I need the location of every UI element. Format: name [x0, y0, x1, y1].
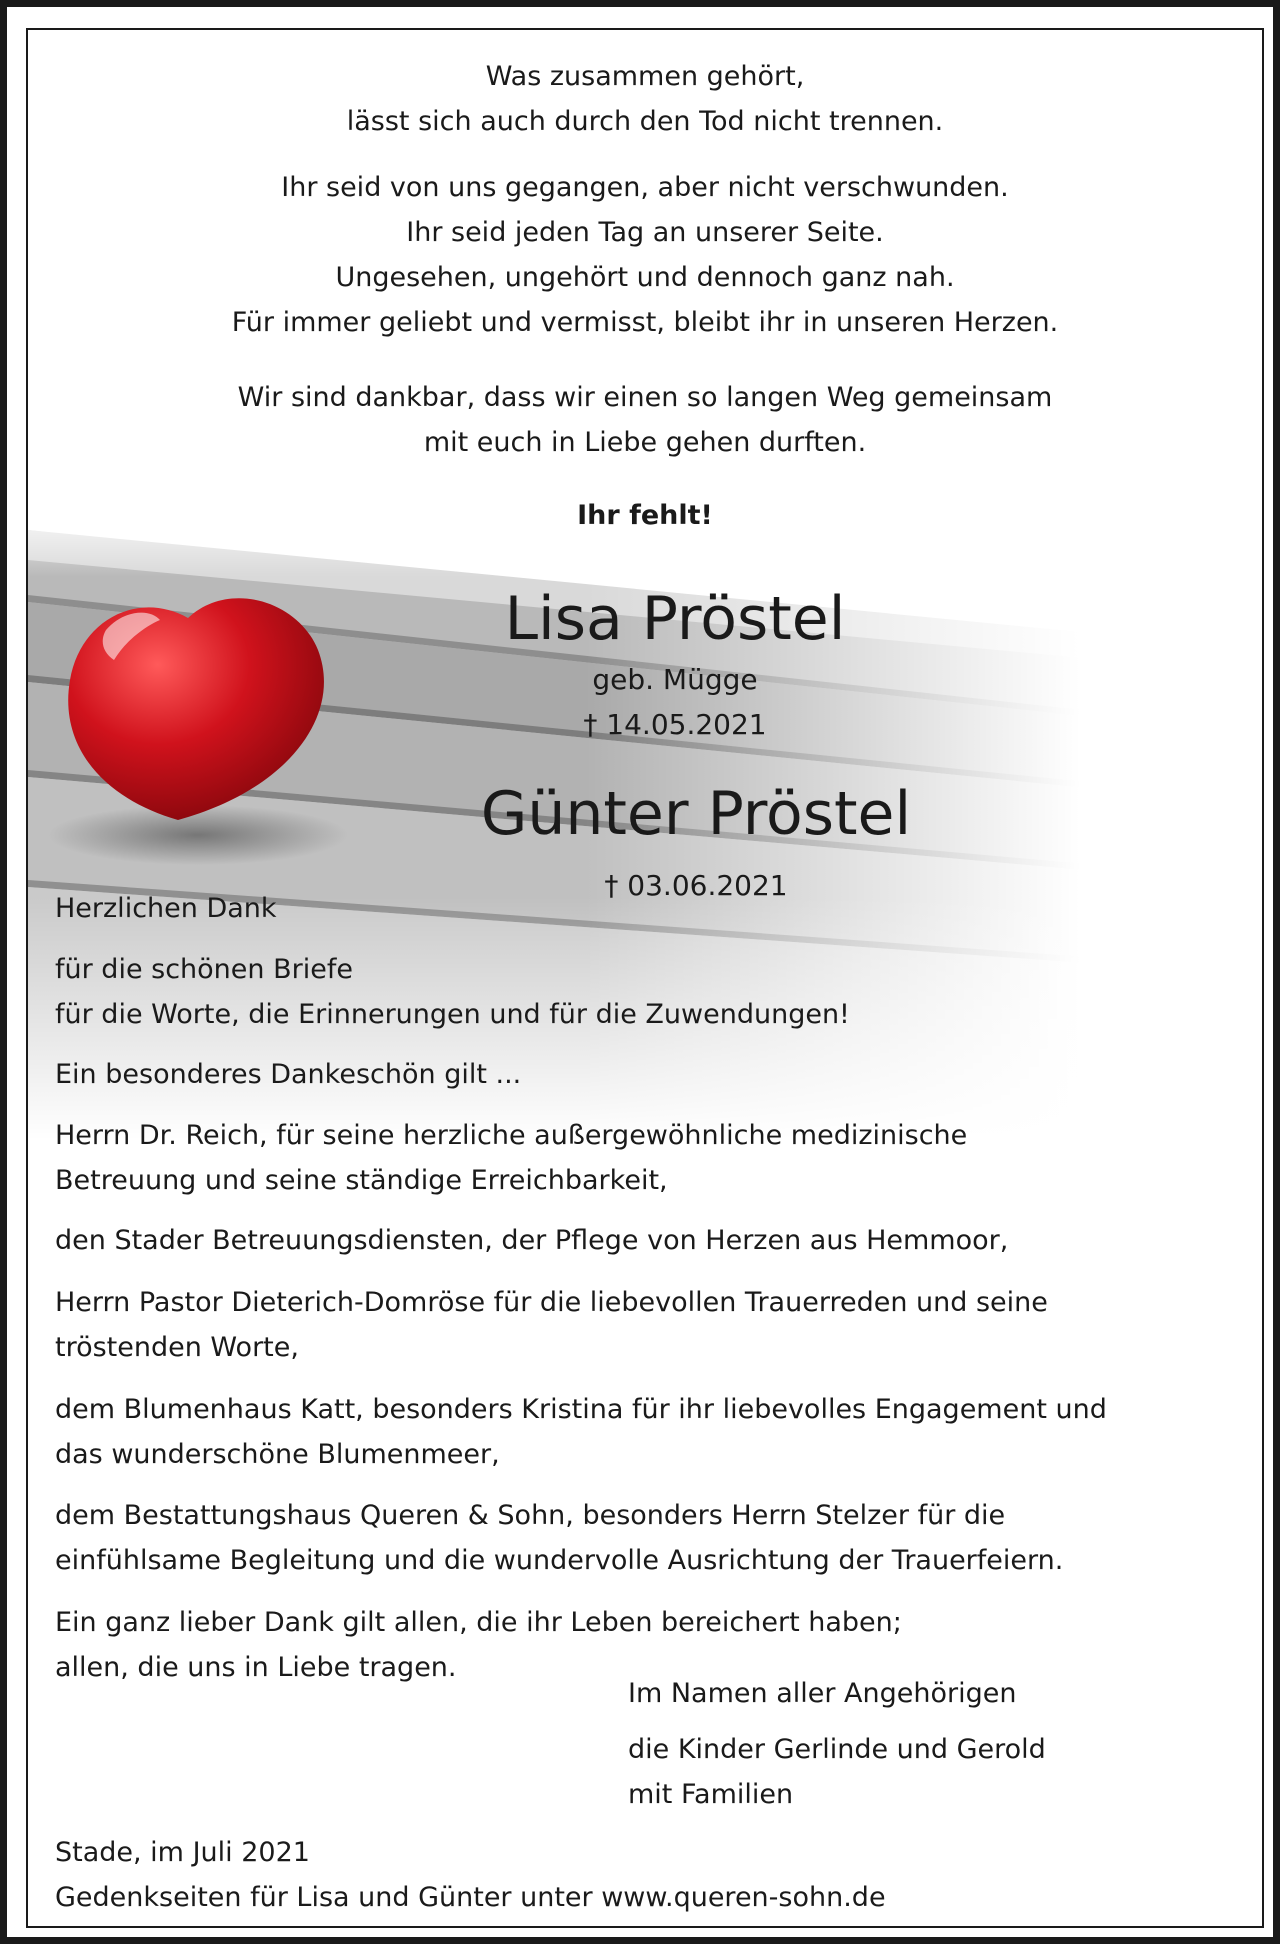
thanks-line: einfühlsame Begleitung und die wundervolle Ausrichtung der Trauerfeiern.	[55, 1545, 1064, 1576]
signature-line: mit Familien	[628, 1779, 794, 1810]
thanks-line: für die Worte, die Erinnerungen und für die Zuwendungen!	[55, 999, 850, 1030]
thanks-heading: Herzlichen Dank	[55, 893, 277, 924]
thanks-line: für die schönen Briefe	[55, 954, 353, 985]
thanks-line: den Stader Betreuungsdiensten, der Pflege von Herzen aus Hemmoor,	[55, 1225, 1009, 1256]
thanks-line: Ein besonderes Dankeschön gilt ...	[55, 1059, 522, 1090]
death-date-lisa: † 14.05.2021	[583, 708, 767, 741]
poem-line: Wir sind dankbar, dass wir einen so langen Weg gemeinsam	[237, 382, 1053, 413]
signature-line: Im Namen aller Angehörigen	[628, 1678, 1017, 1709]
poem-line: lässt sich auch durch den Tod nicht trennen.	[346, 106, 944, 137]
poem-line: Ihr seid jeden Tag an unserer Seite.	[406, 217, 884, 248]
death-date-guenter: † 03.06.2021	[604, 869, 788, 902]
deceased-name-guenter: Günter Pröstel	[480, 779, 912, 849]
notice-inner-frame	[26, 28, 1264, 1928]
thanks-line: Herrn Dr. Reich, für seine herzliche außergewöhnliche medizinische	[55, 1120, 968, 1151]
thanks-line: allen, die uns in Liebe tragen.	[55, 1652, 457, 1683]
signature-line: die Kinder Gerlinde und Gerold	[628, 1734, 1046, 1765]
deceased-name-lisa: Lisa Pröstel	[504, 584, 846, 654]
thanks-line: Herrn Pastor Dieterich-Domröse für die liebevollen Trauerreden und seine	[55, 1287, 1048, 1318]
thanks-line: Ein ganz lieber Dank gilt allen, die ihr Leben bereichert haben;	[55, 1607, 902, 1638]
thanks-line: das wunderschöne Blumenmeer,	[55, 1439, 500, 1470]
thanks-line: Betreuung und seine ständige Erreichbarkeit,	[55, 1165, 668, 1196]
poem-line: Ihr seid von uns gegangen, aber nicht verschwunden.	[281, 172, 1009, 203]
poem-line: Ungesehen, ungehört und dennoch ganz nah.	[335, 262, 955, 293]
poem-line: Für immer geliebt und vermisst, bleibt ihr in unseren Herzen.	[231, 307, 1059, 338]
memorial-link-text: Gedenkseiten für Lisa und Günter unter www.queren-sohn.de	[55, 1882, 886, 1913]
thanks-line: dem Bestattungshaus Queren & Sohn, besonders Herrn Stelzer für die	[55, 1500, 1006, 1531]
place-date: Stade, im Juli 2021	[55, 1837, 310, 1868]
thanks-line: dem Blumenhaus Katt, besonders Kristina für ihr liebevolles Engagement und	[55, 1394, 1107, 1425]
poem-line: mit euch in Liebe gehen durften.	[423, 427, 867, 458]
poem-closing: Ihr fehlt!	[577, 500, 713, 531]
poem-line: Was zusammen gehört,	[485, 61, 805, 92]
thanks-line: tröstenden Worte,	[55, 1332, 299, 1363]
birth-name: geb. Mügge	[592, 663, 758, 696]
